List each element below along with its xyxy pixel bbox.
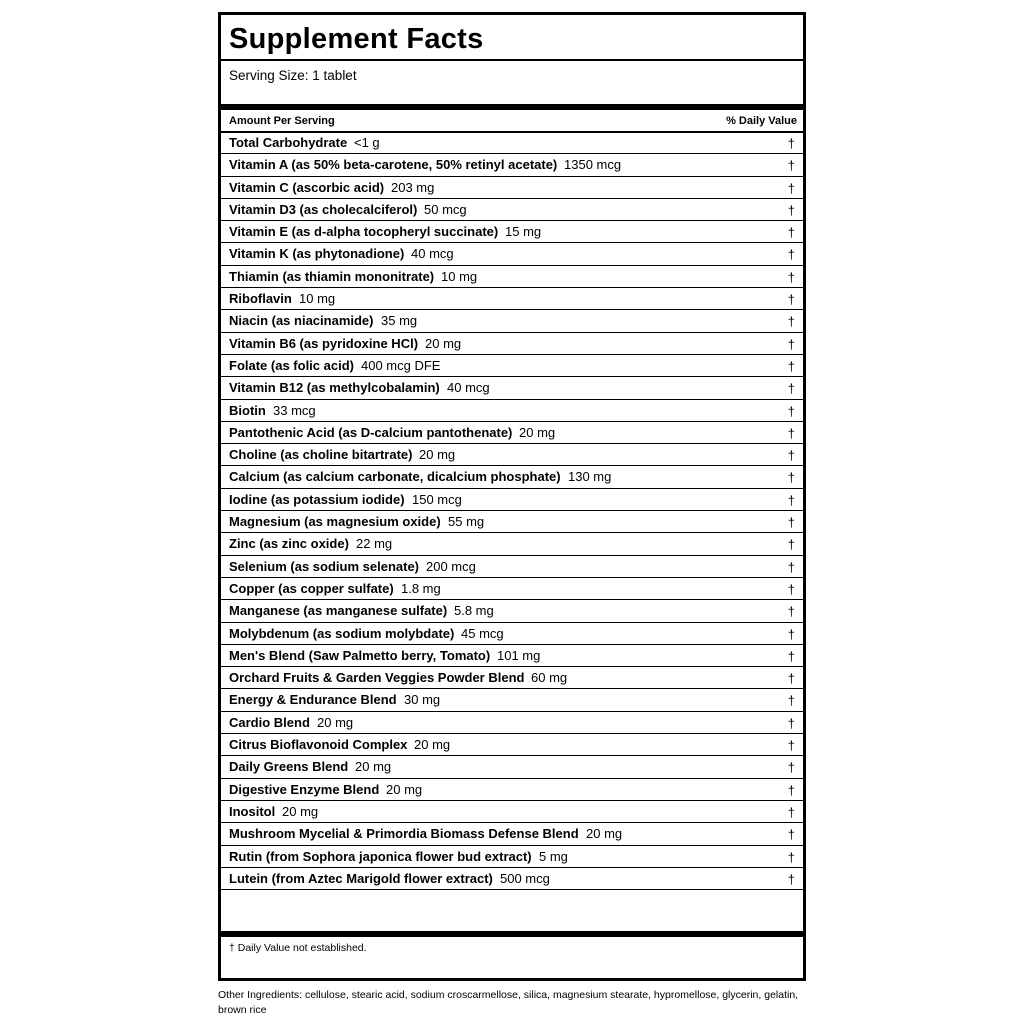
daily-value-dagger: † <box>787 871 795 887</box>
nutrient-amount: 35 mg <box>381 313 418 329</box>
nutrient-name: Magnesium (as magnesium oxide) <box>229 514 441 530</box>
daily-value-dagger: † <box>787 515 795 531</box>
nutrient-amount: 20 mg <box>386 781 423 797</box>
nutrient-row <box>221 578 803 600</box>
daily-value-dagger: † <box>787 314 795 330</box>
daily-value-dagger: † <box>787 604 795 620</box>
nutrient-amount: 5.8 mg <box>454 603 494 619</box>
daily-value-dagger: † <box>787 492 795 508</box>
daily-value-dagger: † <box>787 760 795 776</box>
nutrient-name: Rutin (from Sophora japonica flower bud extract) <box>229 848 532 864</box>
nutrient-amount: 20 mg <box>586 826 623 842</box>
daily-value-dagger: † <box>787 202 795 218</box>
nutrient-name: Vitamin D3 (as cholecalciferol) <box>229 201 418 217</box>
nutrient-amount: 22 mg <box>356 536 393 552</box>
nutrient-row <box>221 868 803 890</box>
nutrient-amount: 130 mg <box>568 469 612 485</box>
nutrient-amount: 400 mcg DFE <box>361 357 441 373</box>
nutrient-row <box>221 600 803 622</box>
nutrient-row <box>221 288 803 310</box>
nutrient-row <box>221 177 803 199</box>
daily-value-dagger: † <box>787 648 795 664</box>
nutrient-amount: 20 mg <box>317 714 354 730</box>
nutrient-amount: 1350 mcg <box>564 157 622 173</box>
nutrient-row <box>221 333 803 355</box>
nutrient-row <box>221 801 803 823</box>
nutrient-row <box>221 355 803 377</box>
nutrient-amount: 55 mg <box>448 514 485 530</box>
daily-value-dagger: † <box>787 425 795 441</box>
daily-value-dagger: † <box>787 403 795 419</box>
nutrient-name: Zinc (as zinc oxide) <box>229 536 349 552</box>
nutrient-row <box>221 243 803 265</box>
nutrient-amount: 40 mcg <box>447 380 490 396</box>
nutrient-name: Biotin <box>229 402 266 418</box>
nutrient-name: Cardio Blend <box>229 714 310 730</box>
nutrient-name: Choline (as choline bitartrate) <box>229 447 413 463</box>
nutrient-name: Manganese (as manganese sulfate) <box>229 603 448 619</box>
nutrient-amount: 200 mcg <box>426 558 476 574</box>
daily-value-dagger: † <box>787 559 795 575</box>
nutrient-row <box>221 734 803 756</box>
nutrient-name: Copper (as copper sulfate) <box>229 580 394 596</box>
nutrient-row <box>221 846 803 868</box>
daily-value-dagger: † <box>787 247 795 263</box>
daily-value-dagger: † <box>787 470 795 486</box>
nutrient-amount: 101 mg <box>497 647 541 663</box>
serving-size: Serving Size: 1 tablet <box>229 68 357 83</box>
nutrient-name: Pantothenic Acid (as D-calcium pantothenate) <box>229 424 513 440</box>
nutrient-name: Men's Blend (Saw Palmetto berry, Tomato) <box>229 647 491 663</box>
nutrient-amount: 45 mcg <box>461 625 504 641</box>
nutrient-row <box>221 756 803 778</box>
nutrient-name: Vitamin B12 (as methylcobalamin) <box>229 380 440 396</box>
nutrient-name: Total Carbohydrate <box>229 135 348 150</box>
nutrient-row <box>221 556 803 578</box>
nutrient-row <box>221 689 803 711</box>
daily-value-dagger: † <box>787 537 795 553</box>
daily-value-dagger: † <box>787 448 795 464</box>
nutrient-name: Folate (as folic acid) <box>229 357 354 373</box>
nutrient-row <box>221 489 803 511</box>
nutrient-amount: 20 mg <box>355 759 392 775</box>
daily-value-dagger: † <box>787 849 795 865</box>
nutrient-amount: 15 mg <box>505 224 542 240</box>
nutrient-amount: 203 mg <box>391 179 435 195</box>
nutrient-name: Mushroom Mycelial & Primordia Biomass Defense Blend <box>229 826 579 842</box>
nutrient-row <box>221 511 803 533</box>
nutrient-row <box>221 310 803 332</box>
daily-value-dagger: † <box>787 358 795 374</box>
daily-value-dagger: † <box>787 269 795 285</box>
nutrient-name: Niacin (as niacinamide) <box>229 313 374 329</box>
divider-thick-bottom <box>221 931 803 937</box>
nutrient-name: Molybdenum (as sodium molybdate) <box>229 625 455 641</box>
nutrient-name: Vitamin A (as 50% beta-carotene, 50% retinyl acetate) <box>229 157 558 173</box>
nutrient-name: Inositol <box>229 803 276 819</box>
daily-value-dagger: † <box>787 158 795 174</box>
daily-value-dagger: † <box>787 827 795 843</box>
nutrient-row <box>221 444 803 466</box>
daily-value-dagger: † <box>787 693 795 709</box>
nutrient-amount: 20 mg <box>282 803 319 819</box>
nutrient-row <box>221 466 803 488</box>
nutrient-row <box>221 712 803 734</box>
daily-value-dagger: † <box>787 180 795 196</box>
nutrient-name: Vitamin E (as d-alpha tocopheryl succinate) <box>229 224 499 240</box>
serving-row <box>221 61 803 104</box>
supplement-facts-panel <box>218 12 806 981</box>
nutrient-name: Riboflavin <box>229 291 292 307</box>
nutrient-name: Citrus Bioflavonoid Complex <box>229 737 408 753</box>
nutrient-row <box>221 377 803 399</box>
nutrient-amount: 20 mg <box>414 737 451 753</box>
daily-value-dagger: † <box>787 381 795 397</box>
amount-per-serving-header: Amount Per Serving <box>229 115 335 127</box>
column-header-row <box>221 110 803 133</box>
nutrient-row <box>221 132 803 154</box>
daily-value-dagger: † <box>787 626 795 642</box>
daily-value-dagger: † <box>787 715 795 731</box>
nutrient-row <box>221 779 803 801</box>
nutrient-name: Calcium (as calcium carbonate, dicalcium phosphate) <box>229 469 561 485</box>
daily-value-dagger: † <box>787 738 795 754</box>
nutrient-name: Vitamin C (ascorbic acid) <box>229 179 385 195</box>
footnote: † Daily Value not established. <box>229 942 367 954</box>
daily-value-dagger: † <box>787 782 795 798</box>
nutrient-amount: 40 mcg <box>411 246 454 262</box>
nutrient-name: Vitamin B6 (as pyridoxine HCl) <box>229 335 419 351</box>
nutrient-amount: 500 mcg <box>500 870 550 886</box>
daily-value-dagger: † <box>787 804 795 820</box>
title-row <box>221 15 803 61</box>
nutrient-name: Daily Greens Blend <box>229 759 349 775</box>
nutrient-row <box>221 400 803 422</box>
nutrient-name: Orchard Fruits & Garden Veggies Powder Blend <box>229 670 525 686</box>
nutrient-row <box>221 221 803 243</box>
nutrient-row <box>221 199 803 221</box>
nutrient-row <box>221 667 803 689</box>
nutrient-row <box>221 645 803 667</box>
nutrient-row <box>221 154 803 176</box>
nutrient-name: Selenium (as sodium selenate) <box>229 558 420 574</box>
nutrient-row <box>221 422 803 444</box>
nutrient-name: Vitamin K (as phytonadione) <box>229 246 405 262</box>
other-ingredients: Other Ingredients: cellulose, stearic acid, sodium croscarmellose, silica, magnesium stearate, hypromellose, glycerin, gelatin, brown rice <box>218 989 799 1016</box>
daily-value-dagger: † <box>787 292 795 308</box>
nutrient-amount: 60 mg <box>531 670 568 686</box>
nutrient-amount: <1 g <box>354 135 380 150</box>
daily-value-header: % Daily Value <box>726 115 797 127</box>
nutrient-amount: 1.8 mg <box>401 580 441 596</box>
nutrient-amount: 20 mg <box>425 335 462 351</box>
nutrient-amount: 33 mcg <box>273 402 316 418</box>
nutrient-amount: 50 mcg <box>424 201 467 217</box>
daily-value-dagger: † <box>787 225 795 241</box>
daily-value-dagger: † <box>787 136 795 151</box>
nutrient-amount: 20 mg <box>419 447 456 463</box>
nutrient-row <box>221 823 803 845</box>
daily-value-dagger: † <box>787 671 795 687</box>
nutrient-amount: 20 mg <box>519 424 556 440</box>
nutrient-row <box>221 266 803 288</box>
nutrient-row <box>221 623 803 645</box>
nutrient-amount: 10 mg <box>441 268 478 284</box>
nutrient-name: Iodine (as potassium iodide) <box>229 491 405 507</box>
nutrient-amount: 30 mg <box>404 692 441 708</box>
nutrient-list <box>221 132 803 890</box>
nutrient-name: Lutein (from Aztec Marigold flower extract) <box>229 870 493 886</box>
daily-value-dagger: † <box>787 581 795 597</box>
nutrient-amount: 10 mg <box>299 291 336 307</box>
nutrient-name: Digestive Enzyme Blend <box>229 781 380 797</box>
nutrient-amount: 5 mg <box>539 848 568 864</box>
nutrient-row <box>221 533 803 555</box>
nutrient-name: Thiamin (as thiamin mononitrate) <box>229 268 435 284</box>
daily-value-dagger: † <box>787 336 795 352</box>
nutrient-name: Energy & Endurance Blend <box>229 692 397 708</box>
nutrient-amount: 150 mcg <box>412 491 462 507</box>
panel-title: Supplement Facts <box>229 23 484 55</box>
